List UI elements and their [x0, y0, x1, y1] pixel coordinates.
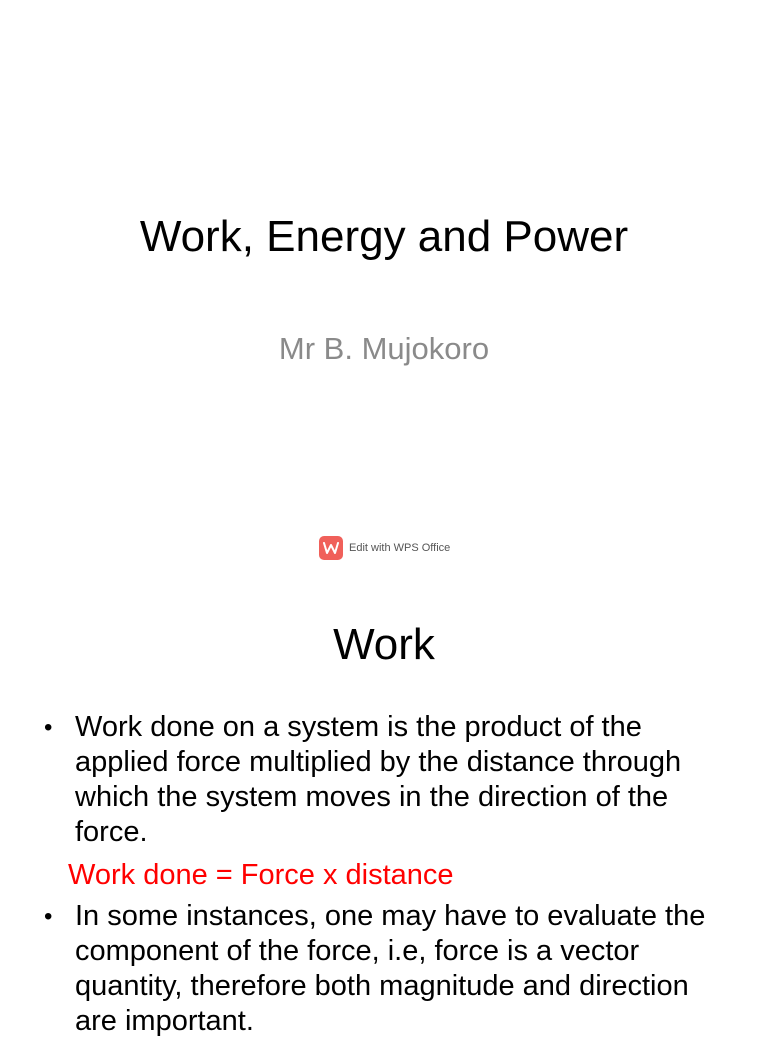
bullet-item — [44, 899, 724, 1039]
bullet-text: In some instances, one may have to evaluate the component of the force, i.e, force is a vector quantity, therefore both magnitude and direction are important. — [75, 900, 706, 1037]
wps-edit-badge[interactable] — [319, 536, 450, 560]
bullet-icon: • — [44, 714, 53, 741]
slide-title: Work, Energy and Power — [139, 212, 629, 261]
wps-badge-label: Edit with WPS Office — [349, 542, 451, 554]
bullet-icon: • — [44, 903, 53, 930]
bullet-item — [44, 710, 724, 850]
slide-author: Mr B. Mujokoro — [278, 331, 490, 366]
bullet-text: Work done on a system is the product of the applied force multiplied by the distance through which the system moves in the direction of the force. — [75, 711, 682, 848]
wps-logo-icon — [319, 536, 343, 560]
formula-text: Work done = Force x distance — [68, 859, 454, 891]
slide-heading: Work — [333, 620, 435, 669]
work-slide — [0, 590, 768, 1037]
bullet-list — [44, 710, 724, 1039]
